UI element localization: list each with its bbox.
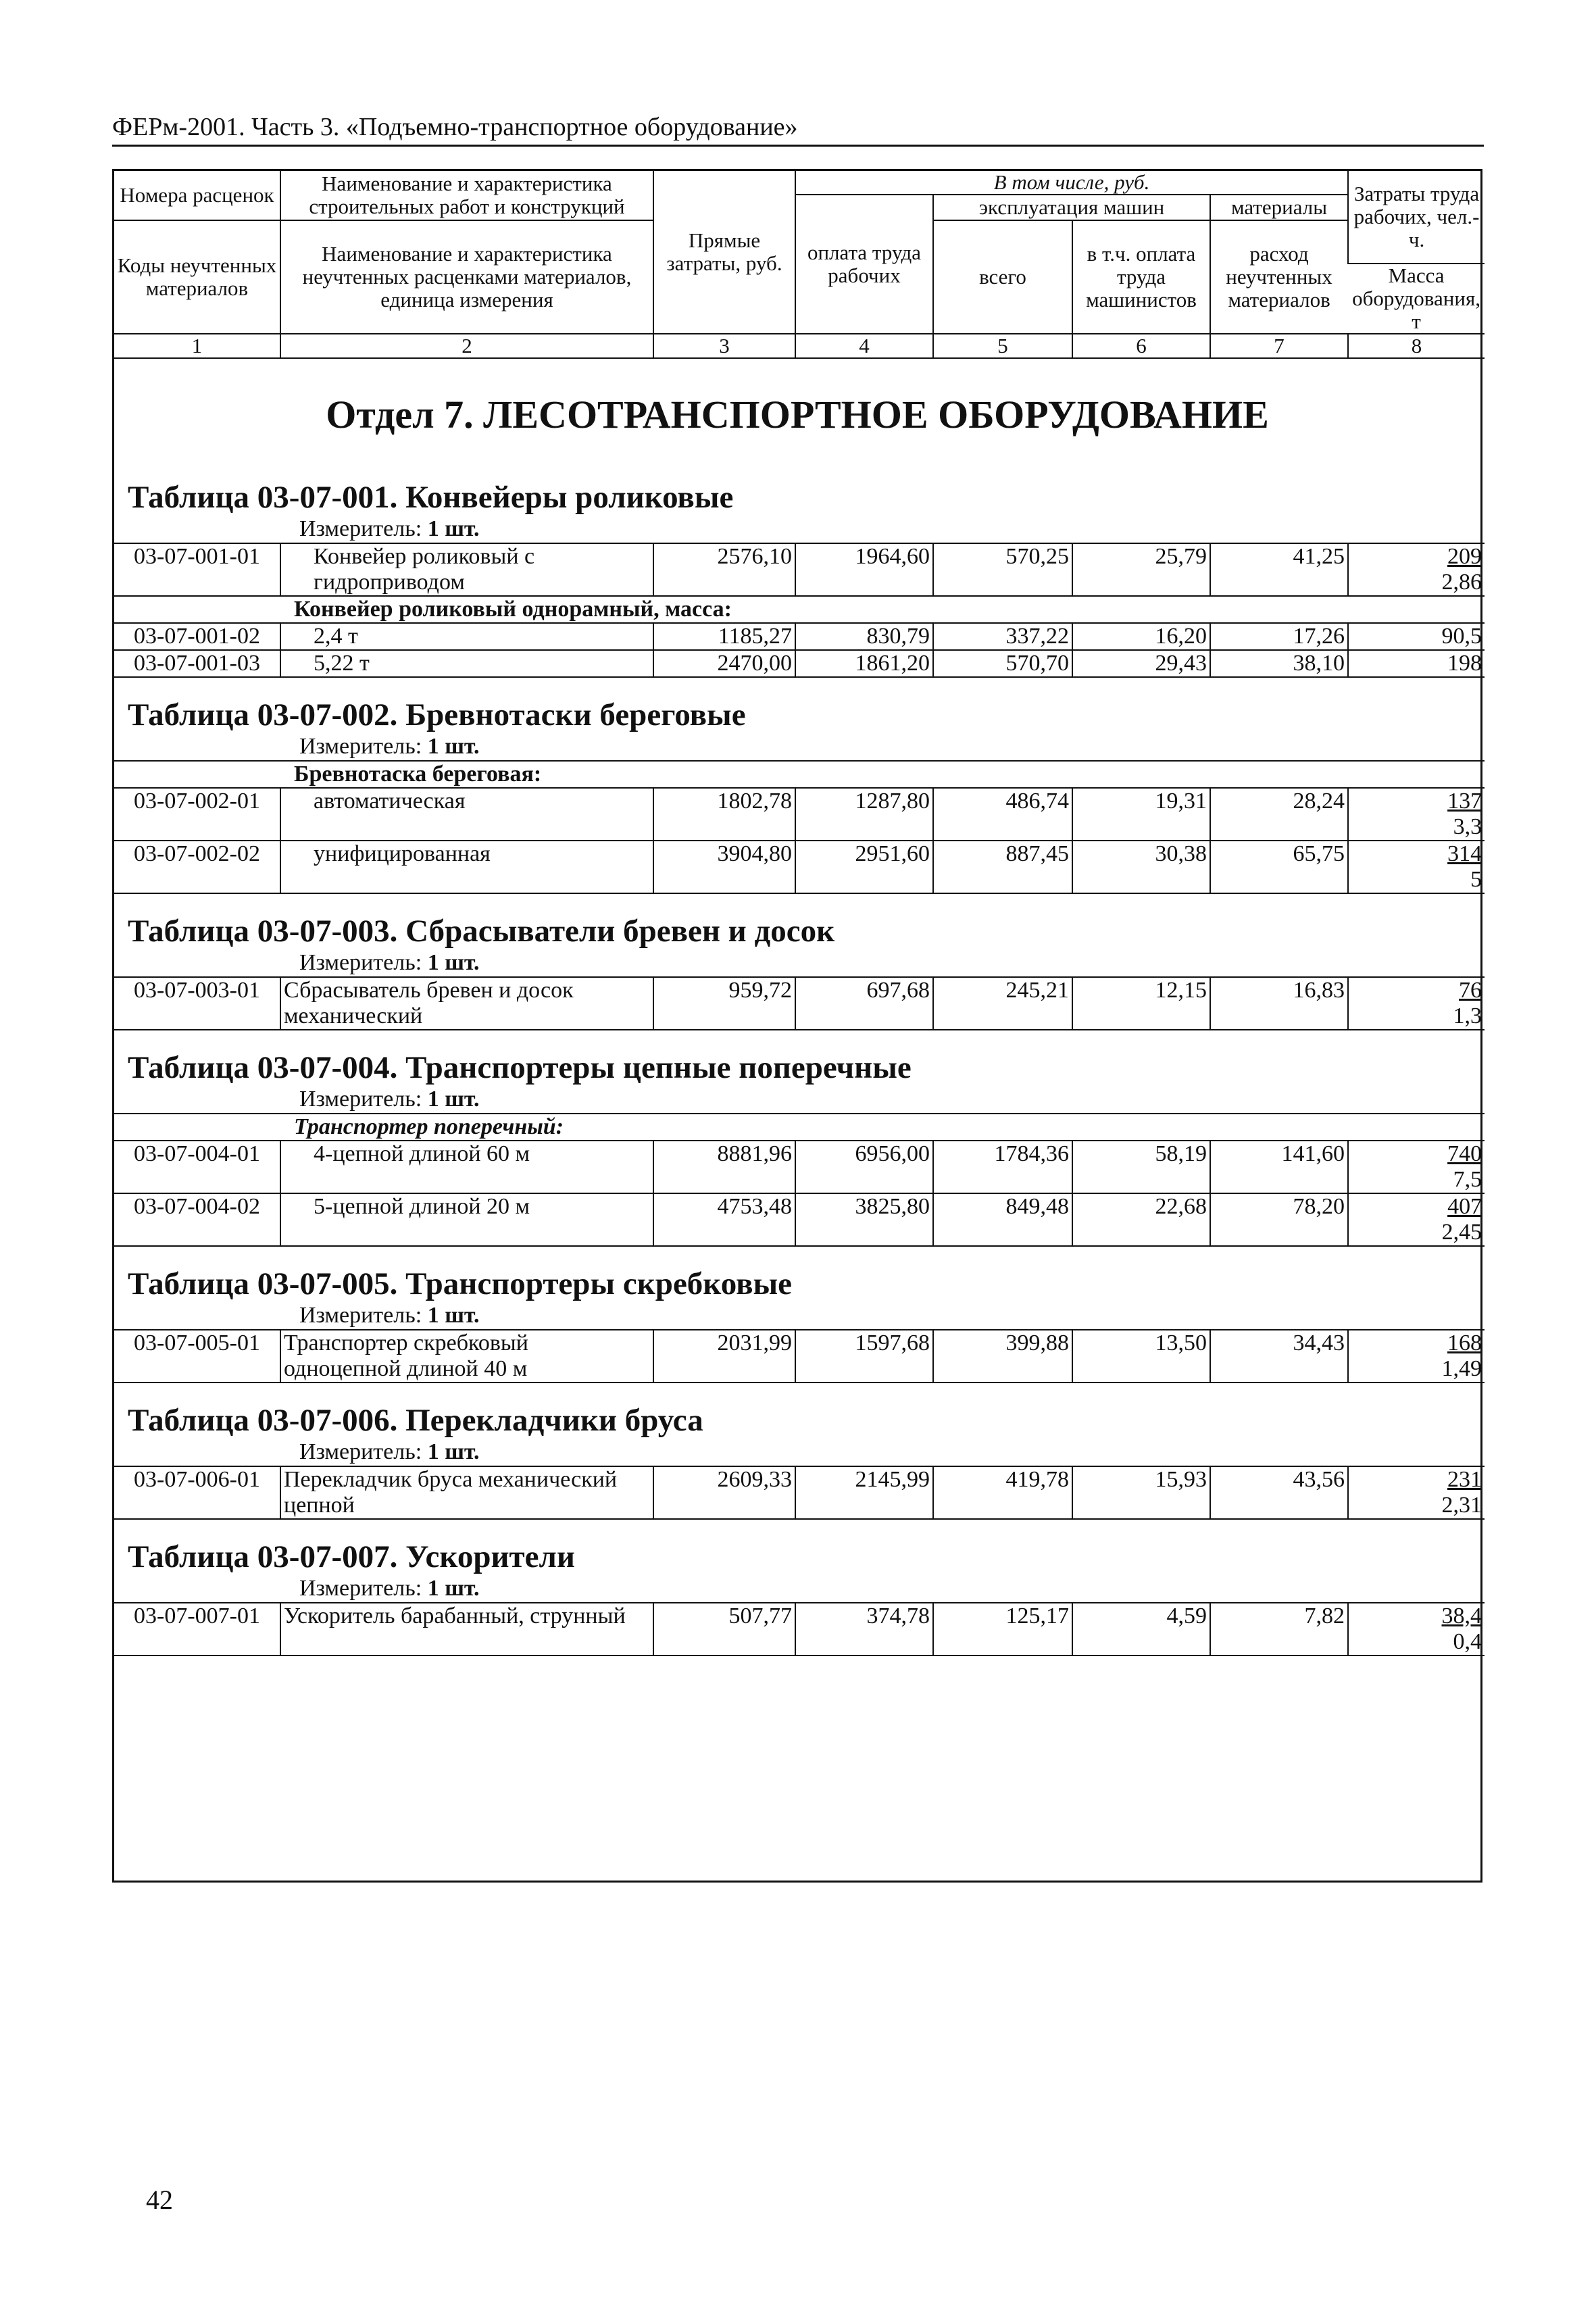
norm-table-block xyxy=(114,1247,1480,1383)
table-title: Таблица 03-07-003. Сбрасыватели бревен и досок xyxy=(128,914,835,949)
header-operator-pay: в т.ч. оплата труда машинистов xyxy=(1072,220,1210,334)
table-row xyxy=(114,1193,1485,1246)
work-name: Ускоритель барабанный, струнный xyxy=(280,1603,653,1656)
table-title: Таблица 03-07-001. Конвейеры роликовые xyxy=(128,480,734,515)
operator-pay: 4,59 xyxy=(1072,1603,1210,1656)
worker-pay: 1861,20 xyxy=(795,650,933,677)
measure-label: Измеритель: xyxy=(299,1576,422,1601)
measure-value: 1 шт. xyxy=(427,1439,480,1464)
rate-code: 03-07-004-02 xyxy=(114,1193,280,1246)
rates-table xyxy=(114,1602,1485,1656)
measure-label: Измеритель: xyxy=(299,516,422,541)
labor-hours: 76 xyxy=(1459,978,1482,1003)
work-name: Сбрасыватель бревен и досок механический xyxy=(280,977,653,1030)
labor-hours: 38,4 xyxy=(1441,1603,1482,1628)
rate-code: 03-07-001-02 xyxy=(114,623,280,650)
table-title: Таблица 03-07-004. Транспортеры цепные поперечные xyxy=(128,1050,912,1085)
measure-unit xyxy=(299,1302,1480,1329)
machines-total: 419,78 xyxy=(933,1466,1072,1519)
header-col-number: 2 xyxy=(280,334,653,358)
machines-total: 570,25 xyxy=(933,543,1072,596)
direct-costs: 959,72 xyxy=(653,977,795,1030)
table-subheader: Транспортер поперечный: xyxy=(280,1114,1485,1141)
header-equipment-mass: Масса оборудования, т xyxy=(1348,264,1485,334)
table-row xyxy=(114,1466,1485,1519)
operator-pay: 15,93 xyxy=(1072,1466,1210,1519)
worker-pay: 2145,99 xyxy=(795,1466,933,1519)
measure-value: 1 шт. xyxy=(427,734,480,759)
materials-cost: 7,82 xyxy=(1210,1603,1348,1656)
worker-pay: 3825,80 xyxy=(795,1193,933,1246)
rate-code: 03-07-002-02 xyxy=(114,841,280,893)
table-row xyxy=(114,977,1485,1030)
labor-hours: 231 xyxy=(1447,1467,1482,1492)
header-machine-operation: эксплуатация машин xyxy=(933,195,1210,220)
norm-table-block xyxy=(114,894,1480,1030)
worker-pay: 1597,68 xyxy=(795,1330,933,1383)
work-name: Транспортер скребковый одноцепной длиной 40 м xyxy=(280,1330,653,1383)
direct-costs: 1185,27 xyxy=(653,623,795,650)
measure-value: 1 шт. xyxy=(427,1087,480,1112)
materials-cost: 78,20 xyxy=(1210,1193,1348,1246)
table-row xyxy=(114,1330,1485,1383)
header-work-name: Наименование и характеристика строительных работ и конструкций xyxy=(280,171,653,220)
measure-value: 1 шт. xyxy=(427,516,480,541)
operator-pay: 16,20 xyxy=(1072,623,1210,650)
table-row xyxy=(114,623,1485,650)
direct-costs: 2470,00 xyxy=(653,650,795,677)
table-subheader-row xyxy=(114,761,1485,788)
work-name: 5-цепной длиной 20 м xyxy=(280,1193,653,1246)
section-title: Отдел 7. ЛЕСОТРАНСПОРТНОЕ ОБОРУДОВАНИЕ xyxy=(326,393,1269,437)
rate-code: 03-07-007-01 xyxy=(114,1603,280,1656)
worker-pay: 830,79 xyxy=(795,623,933,650)
table-title: Таблица 03-07-007. Ускорители xyxy=(128,1539,575,1574)
rates-table xyxy=(114,1466,1485,1520)
table-subheader: Бревнотаска береговая: xyxy=(280,761,1485,788)
rate-code: 03-07-004-01 xyxy=(114,1141,280,1193)
direct-costs: 4753,48 xyxy=(653,1193,795,1246)
operator-pay: 13,50 xyxy=(1072,1330,1210,1383)
direct-costs: 2031,99 xyxy=(653,1330,795,1383)
header-material-codes: Коды неучтенных материалов xyxy=(114,220,280,334)
labor-and-mass xyxy=(1348,1603,1485,1656)
equipment-mass: 2,45 xyxy=(1441,1220,1482,1245)
materials-cost: 34,43 xyxy=(1210,1330,1348,1383)
labor-hours: 90,5 xyxy=(1441,624,1482,649)
materials-cost: 65,75 xyxy=(1210,841,1348,893)
work-name: Перекладчик бруса механический цепной xyxy=(280,1466,653,1519)
labor-and-mass xyxy=(1348,623,1485,650)
labor-hours: 198 xyxy=(1447,651,1482,676)
rates-table xyxy=(114,1113,1485,1247)
equipment-mass: 1,49 xyxy=(1441,1356,1482,1381)
labor-hours: 168 xyxy=(1447,1330,1482,1355)
measure-unit xyxy=(299,1086,1480,1113)
rate-code: 03-07-005-01 xyxy=(114,1330,280,1383)
measure-value: 1 шт. xyxy=(427,1303,480,1328)
work-name: 4-цепной длиной 60 м xyxy=(280,1141,653,1193)
norms-sheet xyxy=(112,169,1482,1883)
rates-table xyxy=(114,543,1485,678)
work-name: Конвейер роликовый с гидроприводом xyxy=(280,543,653,596)
table-title: Таблица 03-07-005. Транспортеры скребковые xyxy=(128,1266,793,1301)
labor-and-mass xyxy=(1348,841,1485,893)
measure-unit xyxy=(299,516,1480,543)
header-col-number: 4 xyxy=(795,334,933,358)
norm-table-block xyxy=(114,460,1480,678)
machines-total: 486,74 xyxy=(933,788,1072,841)
measure-value: 1 шт. xyxy=(427,1576,480,1601)
running-header: ФЕРм-2001. Часть 3. «Подъемно-транспортное оборудование» xyxy=(112,112,1484,147)
labor-and-mass xyxy=(1348,650,1485,677)
labor-and-mass xyxy=(1348,1193,1485,1246)
table-row xyxy=(114,650,1485,677)
machines-total: 1784,36 xyxy=(933,1141,1072,1193)
norm-table-block xyxy=(114,1383,1480,1520)
materials-cost: 141,60 xyxy=(1210,1141,1348,1193)
table-row xyxy=(114,841,1485,893)
machines-total: 125,17 xyxy=(933,1603,1072,1656)
labor-and-mass xyxy=(1348,788,1485,841)
operator-pay: 22,68 xyxy=(1072,1193,1210,1246)
materials-cost: 16,83 xyxy=(1210,977,1348,1030)
norm-tables xyxy=(114,460,1480,1656)
direct-costs: 2576,10 xyxy=(653,543,795,596)
work-name: автоматическая xyxy=(280,788,653,841)
operator-pay: 25,79 xyxy=(1072,543,1210,596)
measure-label: Измеритель: xyxy=(299,1303,422,1328)
measure-label: Измеритель: xyxy=(299,1439,422,1464)
work-name: 2,4 т xyxy=(280,623,653,650)
materials-cost: 41,25 xyxy=(1210,543,1348,596)
labor-and-mass xyxy=(1348,1330,1485,1383)
equipment-mass: 3,3 xyxy=(1453,814,1482,839)
worker-pay: 6956,00 xyxy=(795,1141,933,1193)
equipment-mass: 0,4 xyxy=(1453,1629,1482,1654)
header-col-number: 8 xyxy=(1348,334,1485,358)
table-title: Таблица 03-07-002. Бревнотаски береговые xyxy=(128,697,746,732)
header-col-number: 3 xyxy=(653,334,795,358)
header-machines-total: всего xyxy=(933,220,1072,334)
header-materials: материалы xyxy=(1210,195,1348,220)
labor-and-mass xyxy=(1348,1466,1485,1519)
header-col-number: 7 xyxy=(1210,334,1348,358)
header-material-consumption: расход неучтенных материалов xyxy=(1210,220,1348,334)
header-labor-hours: Затраты труда рабочих, чел.-ч. xyxy=(1348,171,1485,264)
measure-label: Измеритель: xyxy=(299,950,422,975)
rates-table xyxy=(114,976,1485,1030)
direct-costs: 2609,33 xyxy=(653,1466,795,1519)
labor-hours: 137 xyxy=(1447,789,1482,814)
equipment-mass: 1,3 xyxy=(1453,1003,1482,1028)
table-row xyxy=(114,1603,1485,1656)
worker-pay: 697,68 xyxy=(795,977,933,1030)
operator-pay: 30,38 xyxy=(1072,841,1210,893)
table-row xyxy=(114,1141,1485,1193)
norm-table-block xyxy=(114,678,1480,894)
measure-label: Измеритель: xyxy=(299,734,422,759)
header-worker-pay: оплата труда рабочих xyxy=(795,195,933,334)
direct-costs: 3904,80 xyxy=(653,841,795,893)
equipment-mass: 7,5 xyxy=(1453,1167,1482,1192)
operator-pay: 58,19 xyxy=(1072,1141,1210,1193)
operator-pay: 29,43 xyxy=(1072,650,1210,677)
header-rate-numbers: Номера расценок xyxy=(114,171,280,220)
rate-code: 03-07-002-01 xyxy=(114,788,280,841)
rate-code: 03-07-003-01 xyxy=(114,977,280,1030)
machines-total: 337,22 xyxy=(933,623,1072,650)
operator-pay: 12,15 xyxy=(1072,977,1210,1030)
operator-pay: 19,31 xyxy=(1072,788,1210,841)
labor-and-mass xyxy=(1348,1141,1485,1193)
subheader-spacer xyxy=(114,761,280,788)
measure-unit xyxy=(299,733,1480,760)
worker-pay: 374,78 xyxy=(795,1603,933,1656)
measure-unit xyxy=(299,1575,1480,1602)
worker-pay: 1964,60 xyxy=(795,543,933,596)
header-material-names: Наименование и характеристика неучтенных расценками материалов, единица измерения xyxy=(280,220,653,334)
labor-hours: 314 xyxy=(1447,841,1482,866)
work-name: унифицированная xyxy=(280,841,653,893)
table-row xyxy=(114,543,1485,596)
header-col-number: 1 xyxy=(114,334,280,358)
measure-label: Измеритель: xyxy=(299,1087,422,1112)
worker-pay: 1287,80 xyxy=(795,788,933,841)
direct-costs: 8881,96 xyxy=(653,1141,795,1193)
machines-total: 245,21 xyxy=(933,977,1072,1030)
machines-total: 849,48 xyxy=(933,1193,1072,1246)
worker-pay: 2951,60 xyxy=(795,841,933,893)
table-title: Таблица 03-07-006. Перекладчики бруса xyxy=(128,1403,703,1438)
table-row xyxy=(114,788,1485,841)
machines-total: 887,45 xyxy=(933,841,1072,893)
header-col-number: 6 xyxy=(1072,334,1210,358)
subheader-spacer xyxy=(114,1114,280,1141)
rate-code: 03-07-001-01 xyxy=(114,543,280,596)
page-number: 42 xyxy=(146,2185,173,2215)
measure-unit xyxy=(299,1439,1480,1466)
header-including: В том числе, руб. xyxy=(795,171,1348,195)
machines-total: 570,70 xyxy=(933,650,1072,677)
rates-table xyxy=(114,760,1485,894)
labor-hours: 740 xyxy=(1447,1141,1482,1166)
header-direct-costs: Прямые затраты, руб. xyxy=(653,171,795,334)
norm-table-block xyxy=(114,1030,1480,1247)
table-subheader-row xyxy=(114,1114,1485,1141)
machines-total: 399,88 xyxy=(933,1330,1072,1383)
labor-and-mass xyxy=(1348,977,1485,1030)
measure-unit xyxy=(299,949,1480,976)
equipment-mass: 5 xyxy=(1470,867,1482,892)
table-subheader: Конвейер роликовый однорамный, масса: xyxy=(280,596,1485,623)
subheader-spacer xyxy=(114,596,280,623)
work-name: 5,22 т xyxy=(280,650,653,677)
rates-table xyxy=(114,1329,1485,1383)
measure-value: 1 шт. xyxy=(427,950,480,975)
rate-code: 03-07-001-03 xyxy=(114,650,280,677)
equipment-mass: 2,31 xyxy=(1441,1493,1482,1518)
materials-cost: 43,56 xyxy=(1210,1466,1348,1519)
direct-costs: 507,77 xyxy=(653,1603,795,1656)
labor-and-mass xyxy=(1348,543,1485,596)
labor-hours: 407 xyxy=(1447,1194,1482,1219)
column-header-table xyxy=(114,171,1485,359)
table-subheader-row xyxy=(114,596,1485,623)
labor-hours: 209 xyxy=(1447,544,1482,569)
rate-code: 03-07-006-01 xyxy=(114,1466,280,1519)
materials-cost: 17,26 xyxy=(1210,623,1348,650)
header-col-number: 5 xyxy=(933,334,1072,358)
equipment-mass: 2,86 xyxy=(1441,570,1482,595)
direct-costs: 1802,78 xyxy=(653,788,795,841)
materials-cost: 38,10 xyxy=(1210,650,1348,677)
norm-table-block xyxy=(114,1520,1480,1656)
materials-cost: 28,24 xyxy=(1210,788,1348,841)
